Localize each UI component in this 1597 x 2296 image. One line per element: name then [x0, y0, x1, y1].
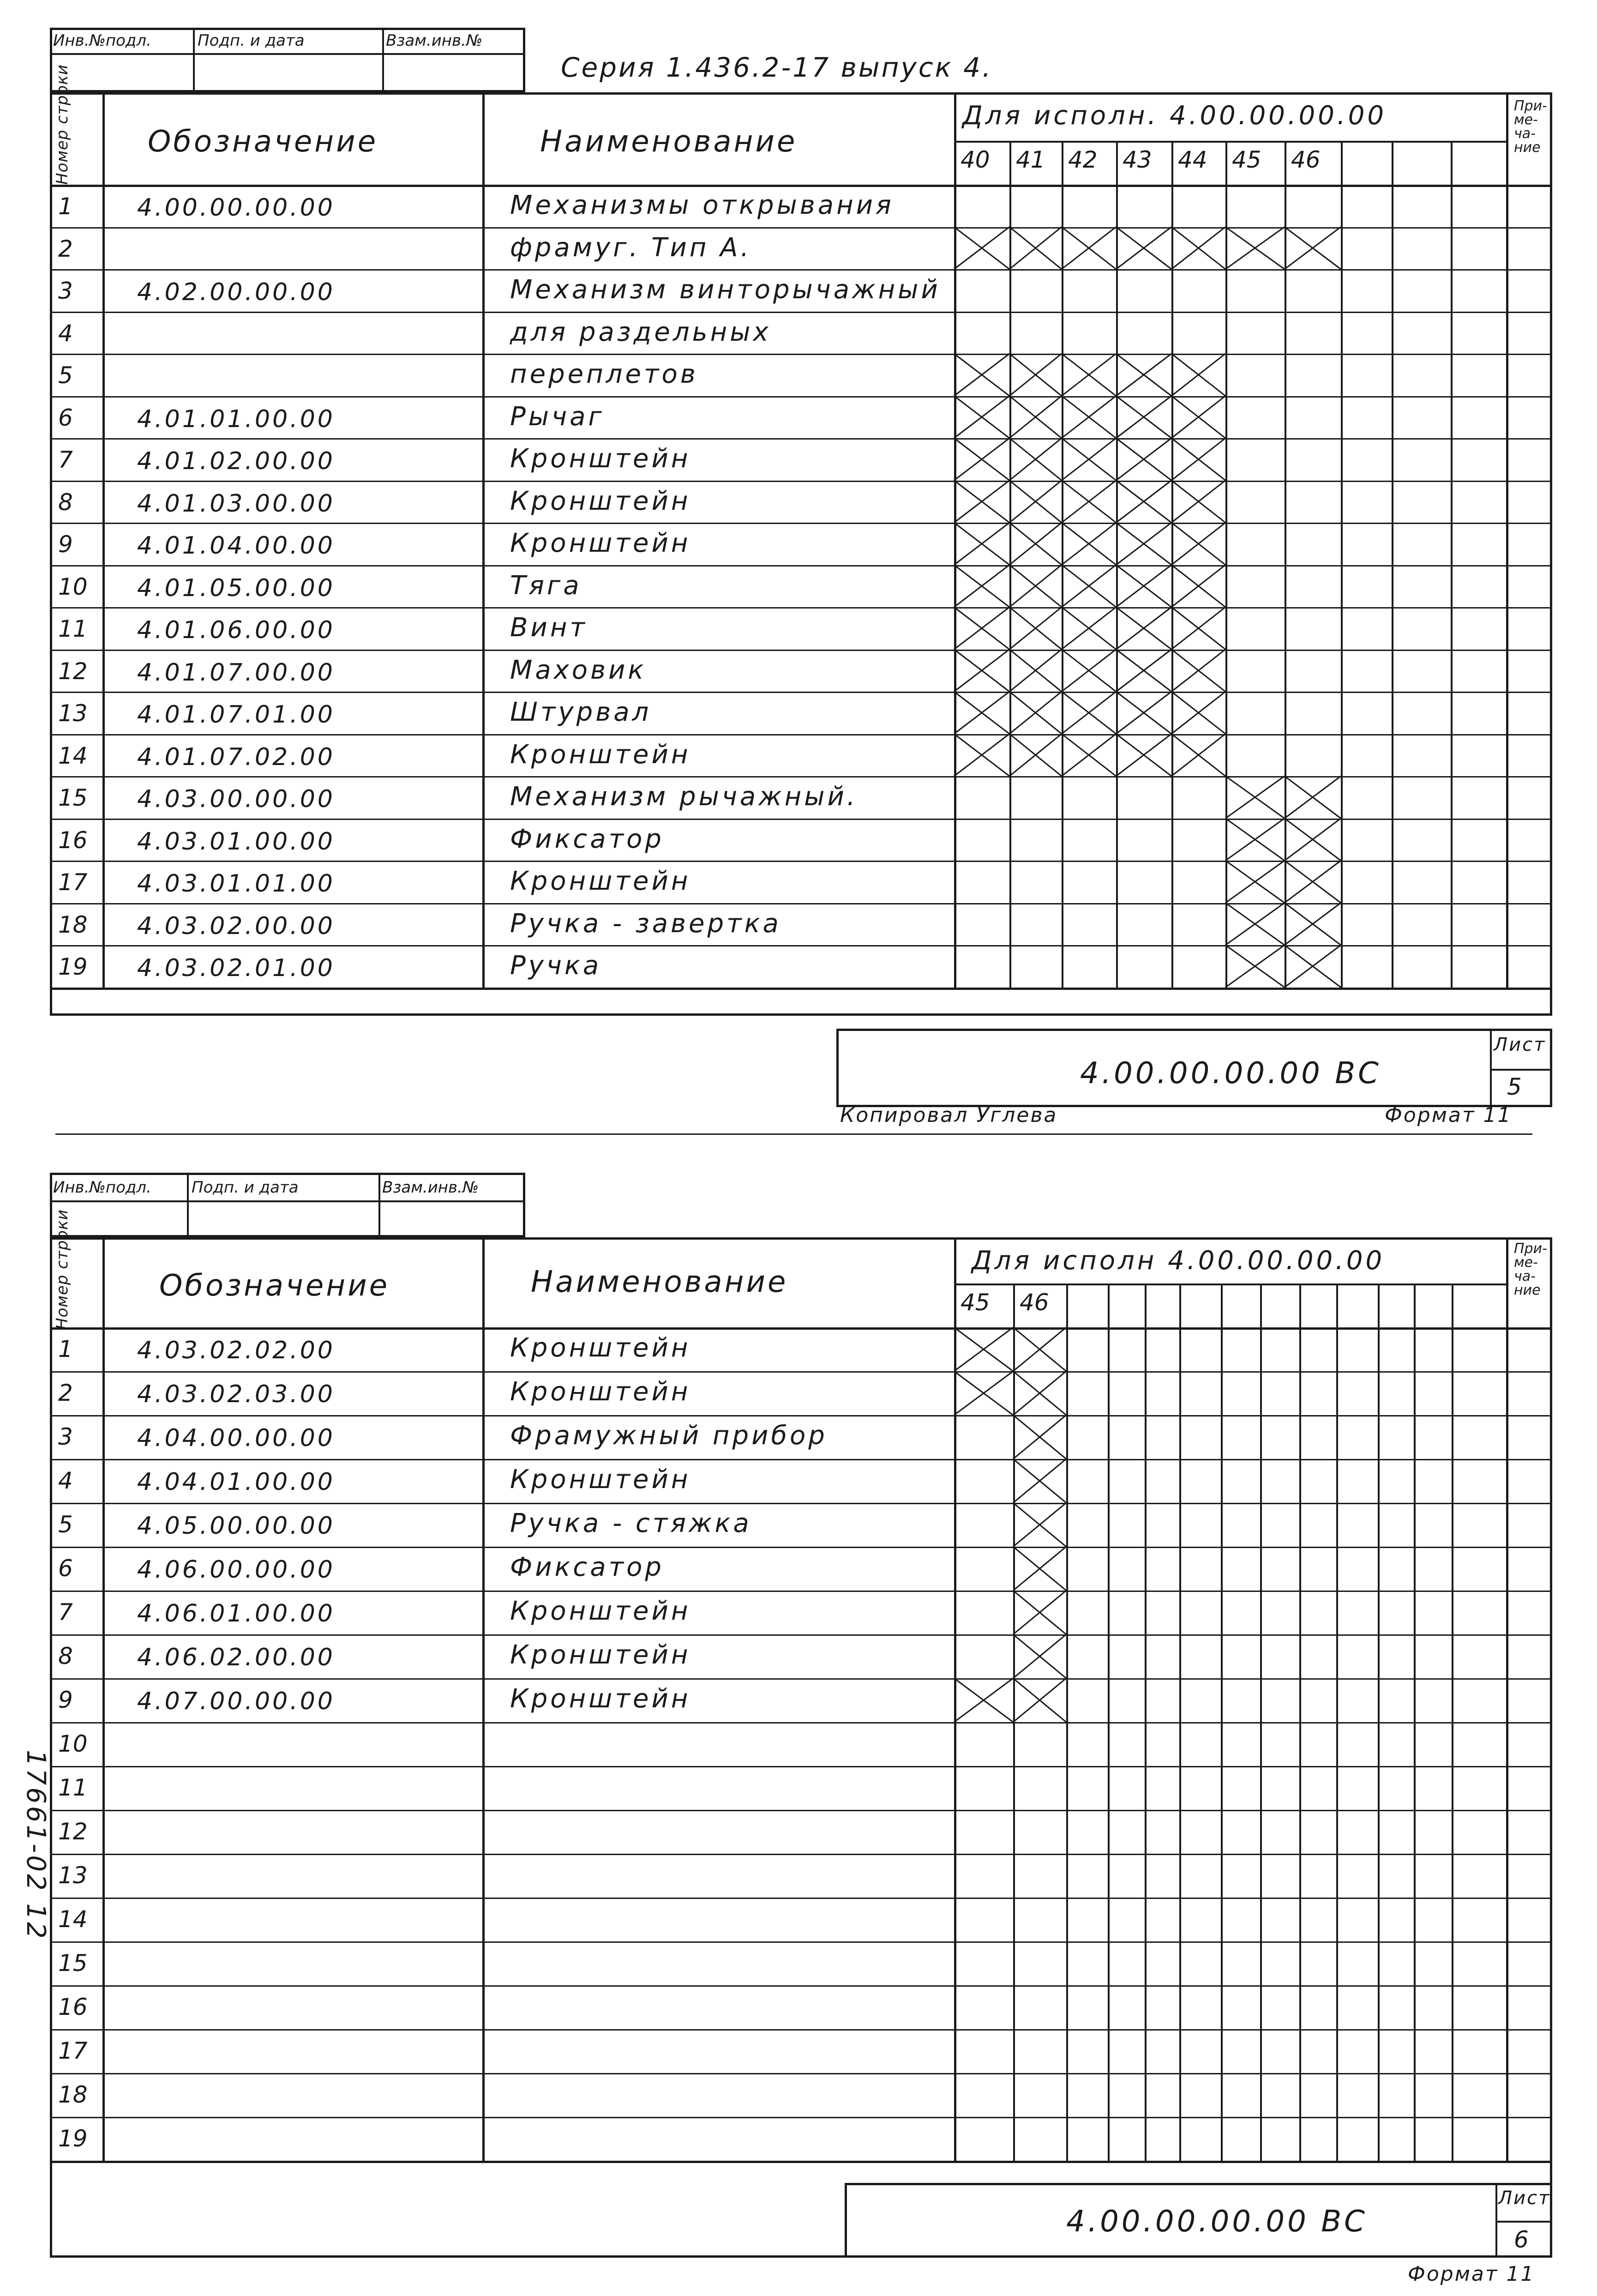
list-label-2: Лист — [1498, 2188, 1551, 2209]
row-designation: 4.01.07.02.00 — [137, 743, 335, 771]
row-number: 13 — [58, 1862, 88, 1889]
row-name: Штурвал — [510, 697, 652, 727]
row-name: Кронштейн — [510, 1684, 691, 1714]
row-number: 9 — [58, 531, 73, 558]
note-header-2: При-ме-ча-ние — [1514, 1241, 1547, 1298]
row-designation: 4.06.02.00.00 — [137, 1644, 335, 1671]
row-name: Фрамужный прибор — [510, 1421, 828, 1451]
row-name: Фиксатор — [510, 1552, 664, 1582]
doc-number-2: 4.00.00.00.00 ВС — [1066, 2205, 1368, 2239]
row-number-header: Номер строки — [53, 64, 72, 185]
row-number: 8 — [58, 488, 73, 516]
variant-column-40: 40 — [961, 146, 990, 173]
row-number: 11 — [58, 615, 88, 642]
variant-column-41: 41 — [1016, 146, 1045, 173]
row-designation: 4.03.01.01.00 — [137, 870, 335, 898]
row-name: для раздельных — [510, 317, 771, 347]
row-number: 18 — [58, 911, 88, 938]
row-number: 10 — [58, 573, 88, 600]
row-number: 3 — [58, 1423, 73, 1450]
row-name: Кронштейн — [510, 866, 691, 896]
row-name: переплетов — [510, 359, 698, 389]
row-name: Кронштейн — [510, 444, 691, 474]
row-number: 7 — [58, 1599, 73, 1626]
variant-column-43: 43 — [1123, 146, 1152, 173]
row-number: 3 — [58, 277, 73, 304]
stamp-podp-data: Подп. и дата — [198, 31, 305, 50]
stamp-vzam-inv-2: Взам.инв.№ — [382, 1178, 479, 1197]
row-name: Кронштейн — [510, 1640, 691, 1670]
row-number: 13 — [58, 700, 88, 727]
row-number: 17 — [58, 869, 88, 896]
row-number: 12 — [58, 1818, 88, 1845]
row-name: Тяга — [510, 570, 582, 601]
row-designation: 4.07.00.00.00 — [137, 1687, 335, 1715]
row-number: 16 — [58, 826, 88, 854]
row-name: Механизмы открывания — [510, 190, 894, 220]
row-number: 6 — [58, 404, 73, 431]
row-number: 4 — [58, 1467, 73, 1494]
variant-column-44: 44 — [1178, 146, 1207, 173]
row-designation: 4.03.02.00.00 — [137, 912, 335, 940]
doc-number-1: 4.00.00.00.00 ВС — [1080, 1056, 1381, 1091]
row-number-header-2: Номер строки — [53, 1209, 72, 1330]
format-1: Формат 11 — [1385, 1103, 1512, 1127]
row-number: 14 — [58, 742, 88, 769]
row-name: Ручка — [510, 951, 602, 981]
row-designation: 4.01.05.00.00 — [137, 574, 335, 602]
note-header-1: При-ме-ча-ние — [1514, 98, 1547, 156]
row-designation: 4.01.07.01.00 — [137, 701, 335, 729]
row-name: Ручка - завертка — [510, 908, 781, 939]
row-number: 2 — [58, 1380, 73, 1406]
variant-title-1: Для исполн. 4.00.00.00.00 — [962, 101, 1387, 131]
row-name: Ручка - стяжка — [510, 1508, 752, 1538]
variant-column-46: 46 — [1020, 1289, 1049, 1316]
row-designation: 4.06.01.00.00 — [137, 1600, 335, 1627]
row-name: Кронштейн — [510, 739, 691, 770]
row-designation: 4.04.00.00.00 — [137, 1424, 335, 1452]
series-title: Серия 1.436.2-17 выпуск 4. — [561, 52, 993, 83]
format-2: Формат 11 — [1408, 2262, 1535, 2286]
copied-by: Копировал Углева — [840, 1103, 1058, 1127]
row-designation: 4.03.01.00.00 — [137, 827, 335, 856]
row-number: 18 — [58, 2081, 88, 2108]
row-number: 15 — [58, 784, 88, 811]
row-name: Кронштейн — [510, 1333, 691, 1363]
row-name: Маховик — [510, 655, 647, 685]
side-note: 17661-02 12 — [21, 1750, 51, 1941]
stamp-inv-podl: Инв.№подл. — [53, 31, 151, 50]
row-name: Кронштейн — [510, 1596, 691, 1626]
stamp-vzam-inv: Взам.инв.№ — [386, 31, 483, 50]
row-designation: 4.01.03.00.00 — [137, 489, 335, 518]
variant-column-45: 45 — [1232, 146, 1261, 173]
row-name: Фиксатор — [510, 824, 664, 854]
row-number: 7 — [58, 446, 73, 473]
variant-column-45: 45 — [961, 1289, 990, 1316]
row-number: 1 — [58, 193, 73, 220]
row-number: 8 — [58, 1643, 73, 1669]
list-number-1: 5 — [1507, 1073, 1523, 1100]
designation-header-2: Обозначение — [159, 1269, 390, 1303]
row-name: Кронштейн — [510, 528, 691, 558]
designation-header: Обозначение — [148, 125, 378, 159]
row-number: 6 — [58, 1555, 73, 1582]
row-designation: 4.03.02.01.00 — [137, 954, 335, 982]
row-name: Винт — [510, 613, 588, 643]
row-number: 1 — [58, 1336, 73, 1362]
row-designation: 4.06.00.00.00 — [137, 1556, 335, 1584]
row-number: 11 — [58, 1774, 88, 1801]
row-number: 9 — [58, 1687, 73, 1713]
variant-title-2: Для исполн 4.00.00.00.00 — [972, 1246, 1385, 1276]
name-header: Наименование — [540, 125, 798, 159]
row-name: Рычаг — [510, 401, 605, 432]
row-designation: 4.00.00.00.00 — [137, 194, 335, 222]
row-number: 17 — [58, 2037, 88, 2064]
row-number: 15 — [58, 1950, 88, 1977]
row-number: 5 — [58, 1511, 73, 1538]
row-name: Кронштейн — [510, 486, 691, 516]
row-designation: 4.03.00.00.00 — [137, 785, 335, 813]
variant-column-46: 46 — [1291, 146, 1321, 173]
name-header-2: Наименование — [531, 1265, 788, 1299]
row-number: 16 — [58, 1994, 88, 2020]
row-designation: 4.05.00.00.00 — [137, 1512, 335, 1540]
row-number: 14 — [58, 1906, 88, 1933]
stamp-inv-podl-2: Инв.№подл. — [53, 1178, 151, 1197]
row-name: Кронштейн — [510, 1464, 691, 1495]
row-name: Кронштейн — [510, 1377, 691, 1407]
row-designation: 4.01.07.00.00 — [137, 658, 335, 687]
row-designation: 4.03.02.03.00 — [137, 1380, 335, 1408]
row-number: 19 — [58, 2125, 88, 2152]
row-number: 19 — [58, 953, 88, 980]
row-designation: 4.03.02.02.00 — [137, 1337, 335, 1364]
row-designation: 4.01.04.00.00 — [137, 532, 335, 560]
row-designation: 4.01.06.00.00 — [137, 616, 335, 644]
row-number: 4 — [58, 319, 73, 347]
row-number: 5 — [58, 362, 73, 389]
row-name: Механизм рычажный. — [510, 782, 858, 812]
variant-column-42: 42 — [1068, 146, 1098, 173]
row-number: 12 — [58, 657, 88, 685]
list-number-2: 6 — [1514, 2226, 1530, 2253]
row-designation: 4.01.01.00.00 — [137, 405, 335, 433]
row-name: Механизм винторычажный — [510, 275, 941, 305]
row-name: фрамуг. Тип А. — [510, 232, 752, 263]
list-label-1: Лист — [1494, 1034, 1546, 1055]
row-designation: 4.01.02.00.00 — [137, 447, 335, 475]
row-designation: 4.02.00.00.00 — [137, 278, 335, 306]
row-number: 2 — [58, 235, 73, 262]
stamp-podp-data-2: Подп. и дата — [192, 1178, 299, 1197]
row-designation: 4.04.01.00.00 — [137, 1468, 335, 1496]
row-number: 10 — [58, 1730, 88, 1757]
